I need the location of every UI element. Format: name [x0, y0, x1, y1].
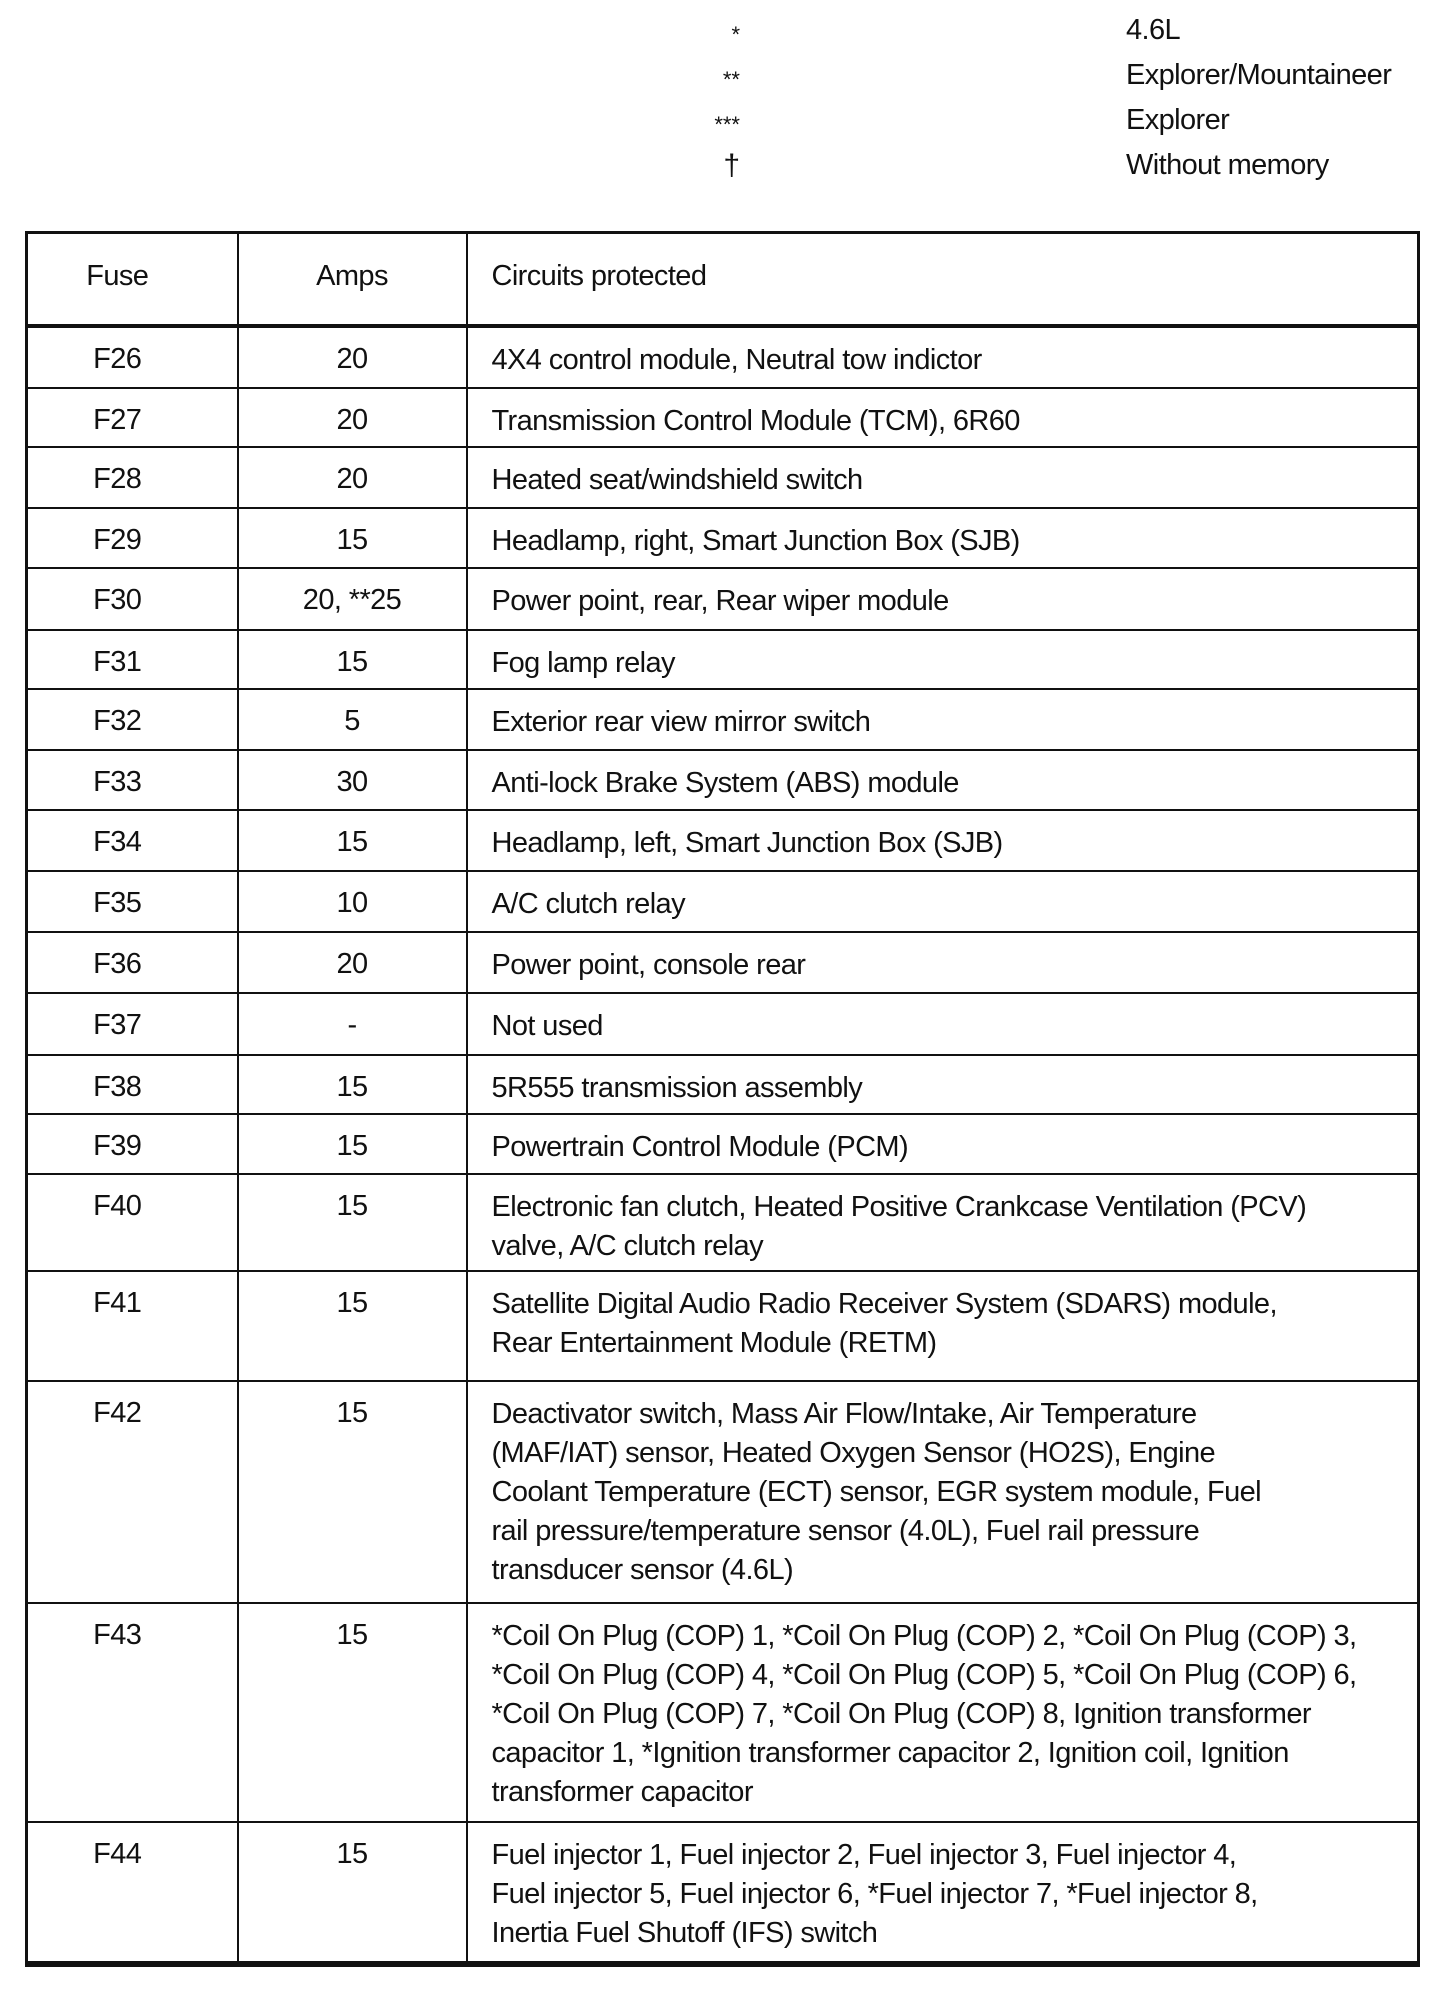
circuits-line: Electronic fan clutch, Heated Positive Crankcase Ventilation (PCV): [491, 1191, 1307, 1223]
table-row: [27, 630, 1419, 689]
circuits-line: Inertia Fuel Shutoff (IFS) switch: [491, 1917, 878, 1949]
amps-cell-text: 15: [336, 1190, 368, 1222]
fuse-cell: [27, 1055, 238, 1114]
circuits-cell: [467, 1381, 1419, 1603]
circuits-line: 4X4 control module, Neutral tow indictor: [491, 344, 982, 376]
table-row: [27, 326, 1419, 388]
table-row: [27, 932, 1419, 993]
table-row: [27, 1114, 1419, 1174]
circuits-cell: [467, 993, 1419, 1055]
circuits-line: A/C clutch relay: [491, 888, 685, 920]
amps-cell: [238, 630, 467, 689]
legend-text: 4.6L: [1126, 14, 1181, 46]
amps-cell: [238, 1603, 467, 1822]
circuits-cell: [467, 810, 1419, 871]
amps-cell: [238, 810, 467, 871]
table-row: [27, 1381, 1419, 1603]
amps-cell-text: 15: [336, 1287, 368, 1319]
fuse-cell: [27, 1114, 238, 1174]
header-amps: Amps: [238, 233, 467, 327]
circuits-line: transducer sensor (4.6L): [491, 1554, 794, 1586]
amps-cell-text: 15: [336, 1130, 368, 1162]
circuits-line: Not used: [491, 1010, 603, 1042]
fuse-cell: [27, 871, 238, 932]
table-row: [27, 388, 1419, 447]
fuse-cell-text: F26: [93, 343, 142, 375]
fuse-cell-text: F27: [93, 404, 142, 436]
fuse-cell-text: F34: [93, 826, 142, 858]
circuits-line: Power point, rear, Rear wiper module: [491, 585, 949, 617]
header-fuse: Fuse: [27, 233, 238, 327]
amps-cell: [238, 326, 467, 388]
fuse-cell-text: F36: [93, 948, 142, 980]
amps-cell-text: 15: [336, 1619, 368, 1651]
fuse-cell: [27, 810, 238, 871]
fuse-cell: [27, 932, 238, 993]
table-row: [27, 689, 1419, 750]
circuits-line: 5R555 transmission assembly: [491, 1072, 863, 1104]
amps-cell: [238, 447, 467, 508]
fuse-cell: [27, 1603, 238, 1822]
fuse-cell-text: F28: [93, 463, 142, 495]
circuits-line: *Coil On Plug (COP) 1, *Coil On Plug (COP) 2, *Coil On Plug (COP) 3,: [491, 1620, 1357, 1652]
circuits-line: Fog lamp relay: [491, 647, 675, 679]
amps-cell-text: 5: [344, 705, 360, 737]
amps-cell: [238, 1822, 467, 1964]
table-row: [27, 1174, 1419, 1271]
fuse-cell-text: F33: [93, 766, 142, 798]
circuits-line: valve, A/C clutch relay: [491, 1230, 763, 1262]
table-row: [27, 1271, 1419, 1381]
circuits-line: Fuel injector 1, Fuel injector 2, Fuel injector 3, Fuel injector 4,: [491, 1839, 1237, 1871]
table-row: [27, 447, 1419, 508]
fuse-cell-text: F30: [93, 584, 142, 616]
fuse-cell: [27, 447, 238, 508]
circuits-cell: [467, 508, 1419, 568]
circuits-cell: [467, 689, 1419, 750]
fuse-cell-text: F40: [93, 1190, 142, 1222]
circuits-line: Headlamp, right, Smart Junction Box (SJB): [491, 525, 1020, 557]
fuse-cell: [27, 689, 238, 750]
amps-cell-text: 15: [336, 1397, 368, 1429]
fuse-cell: [27, 750, 238, 810]
fuse-cell: [27, 326, 238, 388]
table-row: [27, 568, 1419, 630]
table-row: [27, 508, 1419, 568]
amps-cell-text: 20: [336, 463, 368, 495]
fuse-cell-text: F29: [93, 524, 142, 556]
circuits-line: Heated seat/windshield switch: [491, 464, 863, 496]
fuse-cell-text: F41: [93, 1287, 142, 1319]
circuits-cell: [467, 630, 1419, 689]
circuits-line: Coolant Temperature (ECT) sensor, EGR system module, Fuel: [491, 1476, 1262, 1508]
fuse-cell: [27, 508, 238, 568]
amps-cell-text: 20: [336, 343, 368, 375]
amps-cell-text: 15: [336, 826, 368, 858]
table-row: [27, 810, 1419, 871]
legend-text: Without memory: [1126, 149, 1329, 181]
amps-cell-text: 15: [336, 646, 368, 678]
amps-cell-text: 20: [336, 404, 368, 436]
circuits-cell: [467, 326, 1419, 388]
legend-text: Explorer: [1126, 104, 1230, 136]
circuits-line: Deactivator switch, Mass Air Flow/Intake, Air Temperature: [491, 1398, 1197, 1430]
circuits-line: *Coil On Plug (COP) 4, *Coil On Plug (COP) 5, *Coil On Plug (COP) 6,: [491, 1659, 1357, 1691]
circuits-cell: [467, 1174, 1419, 1271]
amps-cell: [238, 871, 467, 932]
table-row: [27, 1603, 1419, 1822]
amps-cell: [238, 932, 467, 993]
circuits-cell: [467, 1822, 1419, 1964]
fuse-cell: [27, 993, 238, 1055]
amps-cell: [238, 1055, 467, 1114]
amps-cell: [238, 1114, 467, 1174]
fuse-cell: [27, 388, 238, 447]
amps-cell: [238, 388, 467, 447]
amps-cell: [238, 568, 467, 630]
circuits-cell: [467, 568, 1419, 630]
amps-cell: [238, 689, 467, 750]
table-row: [27, 1055, 1419, 1114]
circuits-line: Fuel injector 5, Fuel injector 6, *Fuel injector 7, *Fuel injector 8,: [491, 1878, 1258, 1910]
fuse-cell: [27, 1822, 238, 1964]
amps-cell: [238, 750, 467, 810]
fuse-cell: [27, 568, 238, 630]
legend-text: Explorer/Mountaineer: [1126, 59, 1392, 91]
circuits-line: Exterior rear view mirror switch: [491, 706, 871, 738]
amps-cell-text: 20, **25: [302, 584, 402, 616]
legend-symbol: **: [722, 67, 740, 92]
circuits-line: transformer capacitor: [491, 1776, 753, 1808]
fuse-cell: [27, 630, 238, 689]
fuse-cell-text: F42: [93, 1397, 142, 1429]
legend-symbol: †: [723, 149, 740, 182]
fuse-cell: [27, 1381, 238, 1603]
circuits-line: Transmission Control Module (TCM), 6R60: [491, 405, 1020, 437]
fuse-cell: [27, 1174, 238, 1271]
circuits-cell: [467, 1114, 1419, 1174]
fuse-cell-text: F35: [93, 887, 142, 919]
fuse-cell-text: F38: [93, 1071, 142, 1103]
amps-cell: [238, 1271, 467, 1381]
amps-cell-text: 20: [336, 948, 368, 980]
fuse-table: [25, 231, 1420, 1967]
fuse-cell-text: F37: [93, 1009, 142, 1041]
circuits-cell: [467, 1271, 1419, 1381]
circuits-cell: [467, 1055, 1419, 1114]
circuits-line: capacitor 1, *Ignition transformer capacitor 2, Ignition coil, Ignition: [491, 1737, 1289, 1769]
fuse-cell-text: F31: [93, 646, 142, 678]
circuits-line: Rear Entertainment Module (RETM): [491, 1327, 937, 1359]
circuits-cell: [467, 1603, 1419, 1822]
amps-cell: [238, 993, 467, 1055]
circuits-line: Satellite Digital Audio Radio Receiver System (SDARS) module,: [491, 1288, 1277, 1320]
circuits-cell: [467, 932, 1419, 993]
fuse-cell-text: F32: [93, 705, 142, 737]
table-header-row: [27, 233, 1419, 327]
circuits-line: rail pressure/temperature sensor (4.0L), Fuel rail pressure: [491, 1515, 1200, 1547]
circuits-line: Power point, console rear: [491, 949, 806, 981]
legend-symbol: ***: [714, 112, 740, 137]
circuits-line: *Coil On Plug (COP) 7, *Coil On Plug (COP) 8, Ignition transformer: [491, 1698, 1311, 1730]
amps-cell-text: 15: [336, 1838, 368, 1870]
circuits-line: Headlamp, left, Smart Junction Box (SJB): [491, 827, 1003, 859]
fuse-cell: [27, 1271, 238, 1381]
table-row: [27, 993, 1419, 1055]
amps-cell-text: 30: [336, 766, 368, 798]
amps-cell-text: 10: [336, 887, 368, 919]
fuse-cell-text: F43: [93, 1619, 142, 1651]
table-row: [27, 871, 1419, 932]
circuits-line: Anti-lock Brake System (ABS) module: [491, 767, 959, 799]
amps-cell-text: -: [347, 1009, 357, 1041]
amps-cell: [238, 508, 467, 568]
amps-cell-text: 15: [336, 1071, 368, 1103]
header-circuits: Circuits protected: [467, 233, 1419, 327]
circuits-line: Powertrain Control Module (PCM): [491, 1131, 909, 1163]
circuits-line: (MAF/IAT) sensor, Heated Oxygen Sensor (HO2S), Engine: [491, 1437, 1216, 1469]
amps-cell: [238, 1174, 467, 1271]
fuse-cell-text: F39: [93, 1130, 142, 1162]
table-row: [27, 1822, 1419, 1964]
amps-cell-text: 15: [336, 524, 368, 556]
table-row: [27, 750, 1419, 810]
circuits-cell: [467, 388, 1419, 447]
circuits-cell: [467, 447, 1419, 508]
circuits-cell: [467, 871, 1419, 932]
circuits-cell: [467, 750, 1419, 810]
fuse-cell-text: F44: [93, 1838, 142, 1870]
legend-symbol: *: [731, 22, 740, 47]
amps-cell: [238, 1381, 467, 1603]
